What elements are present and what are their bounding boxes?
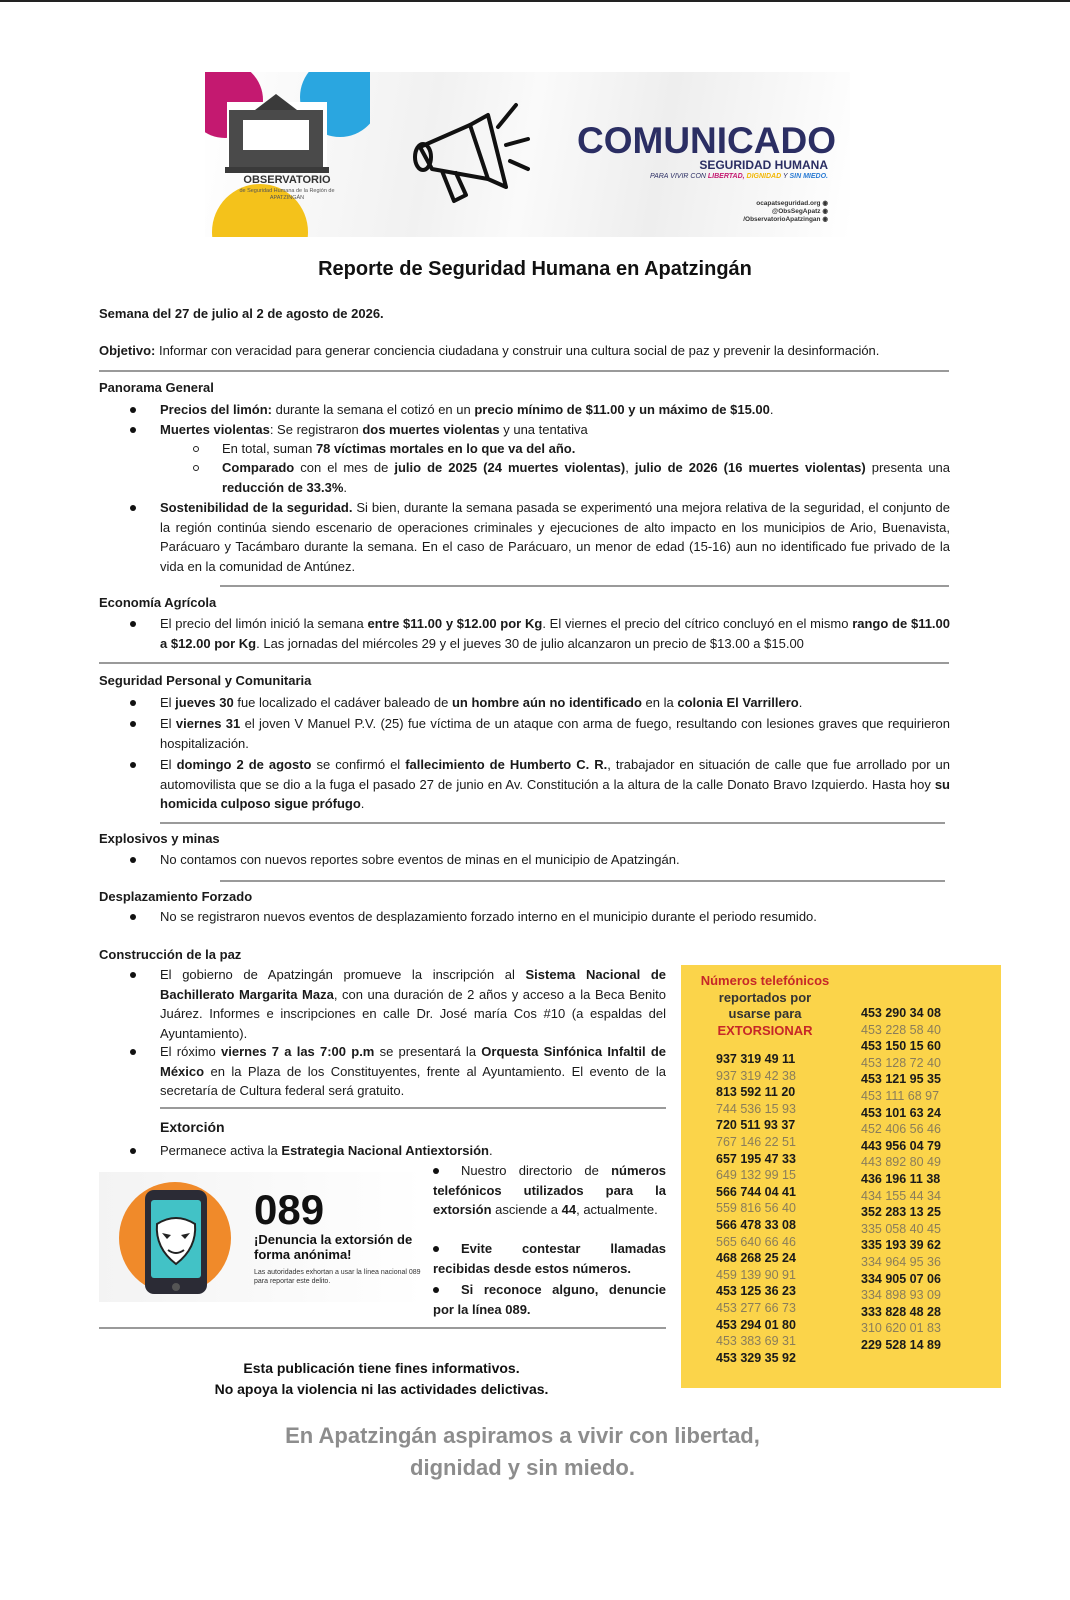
numbers-right-column bbox=[861, 1005, 941, 1353]
phone-number: 744 536 15 93 bbox=[716, 1101, 796, 1116]
phone-number: 436 196 11 38 bbox=[861, 1171, 941, 1186]
089-small-print: Las autoridades exhortan a usar la línea nacional 089 para reportar este delito. bbox=[254, 1269, 421, 1285]
incident-jueves: El jueves 30 fue localizado el cadáver baleado de un hombre aún no identificado en la colonia El Varrillero. bbox=[160, 695, 803, 710]
comunicado-title: COMUNICADO bbox=[577, 120, 836, 161]
divider bbox=[99, 662, 949, 664]
comparison: Comparado con el mes de julio de 2025 (24 muertes violentas), julio de 2026 (16 muertes violentas) presenta una reducción de 33.3%. bbox=[222, 460, 951, 495]
seguridad-humana-label: SEGURIDAD HUMANA bbox=[699, 158, 828, 172]
089-number: 089 bbox=[254, 1186, 325, 1233]
observatorio-logo bbox=[205, 72, 370, 237]
bullet bbox=[130, 407, 136, 413]
phone-number: 453 294 01 80 bbox=[716, 1317, 796, 1332]
twitter-text: @ObsSegApatz bbox=[771, 208, 821, 215]
section-panorama: Panorama General bbox=[99, 380, 214, 395]
violent-deaths: Muertes violentas: Se registraron dos muertes violentas y una tentativa bbox=[160, 422, 588, 437]
phone-number: 767 146 22 51 bbox=[716, 1134, 796, 1149]
total-victims: En total, suman 78 víctimas mortales en lo que va del año. bbox=[222, 441, 576, 456]
section-seguridad: Seguridad Personal y Comunitaria bbox=[99, 673, 312, 688]
week-range: Semana del 27 de julio al 2 de agosto de 2026. bbox=[99, 306, 384, 321]
bullet bbox=[130, 857, 136, 863]
bullet bbox=[130, 1148, 136, 1154]
explosivos-text: No contamos con nuevos reportes sobre eventos de minas en el municipio de Apatzingán. bbox=[160, 852, 680, 867]
phone-number: 310 620 01 83 bbox=[861, 1321, 941, 1336]
section-explosivos: Explosivos y minas bbox=[99, 831, 220, 846]
phone-number: 566 744 04 41 bbox=[716, 1184, 796, 1199]
phone-number: 335 058 40 45 bbox=[861, 1221, 941, 1236]
phone-number: 333 828 48 28 bbox=[861, 1304, 941, 1319]
phone-number: 937 319 42 38 bbox=[716, 1068, 796, 1083]
phone-number: 334 905 07 06 bbox=[861, 1271, 941, 1286]
sub-bullet bbox=[193, 465, 199, 471]
limon-market: El precio del limón inició la semana entre $11.00 y $12.00 por Kg. El viernes el precio del cítrico concluyó en el mismo rango de $11.00 a $12.00 por Kg. Las jornadas del miércoles 29 y el jueves 30 de julio alcanzaron un precio de $13.00 a $15.00 bbox=[160, 616, 951, 651]
orquesta-info: El róximo viernes 7 a las 7:00 p.m se presentará la Orquesta Sinfónica Infaltil de México en la Plaza de los Constituyentes, frente al Ayuntamiento. El evento de la secretaría de Cultura federal será gratuito. bbox=[160, 1044, 666, 1098]
section-extorsion: Extorción bbox=[160, 1119, 225, 1135]
phone-number: 468 268 25 24 bbox=[716, 1251, 796, 1266]
comunicado-banner bbox=[205, 72, 850, 237]
phone-number: 937 319 49 11 bbox=[716, 1052, 796, 1066]
089-headline: ¡Denuncia la extorsión de forma anónima! bbox=[254, 1232, 413, 1262]
phone-number: 565 640 66 46 bbox=[716, 1234, 796, 1249]
objective: Objetivo: Informar con veracidad para generar conciencia ciudadana y construir una cultura social de paz y prevenir la desinformación. bbox=[99, 343, 880, 358]
divider bbox=[160, 822, 945, 824]
divider bbox=[160, 1107, 666, 1109]
phone-number: 453 111 68 97 bbox=[861, 1088, 940, 1103]
phone-number: 452 406 56 46 bbox=[861, 1122, 941, 1137]
bullet bbox=[130, 972, 136, 978]
megaphone-icon bbox=[410, 97, 530, 207]
desplazamiento-text: No se registraron nuevos eventos de desplazamiento forzado interno en el municipio durante el periodo resumido. bbox=[160, 909, 817, 924]
phone-number: 566 478 33 08 bbox=[716, 1217, 796, 1232]
bullet bbox=[130, 700, 136, 706]
phone-number: 334 964 95 36 bbox=[861, 1254, 941, 1269]
disclaimer: Esta publicación tiene fines informativos. No apoya la violencia ni las actividades delictivas. bbox=[214, 1360, 549, 1397]
phone-number: 335 193 39 62 bbox=[861, 1238, 941, 1253]
section-desplazamiento: Desplazamiento Forzado bbox=[99, 889, 253, 904]
bullet bbox=[130, 505, 136, 511]
incident-viernes: El viernes 31 el joven V Manuel P.V. (25) fue víctima de un ataque con arma de fuego, resultando con lesiones graves que requirieron hospitalización. bbox=[160, 716, 951, 751]
phone-mask-icon bbox=[113, 1176, 238, 1301]
limon-prices: Precios del limón: durante la semana el cotizó en un precio mínimo de $11.00 y un máximo de $15.00. bbox=[160, 402, 774, 417]
directorio-count: Nuestro directorio de números telefónicos utilizados para la extorsión asciende a 44, actualmente. bbox=[433, 1163, 666, 1217]
divider bbox=[99, 1327, 666, 1329]
security-sustainability: Sostenibilidad de la seguridad. Si bien, durante la semana pasada se experimentó una mejora relativa de la seguridad, el conjunto de la región continúa siendo escenario de operaciones criminales y ejecuciones de alto impacto en los municipios de Ario, Buenavista, Parácuaro y Tacámbaro durante la semana. En el caso de Parácuaro, un menor de edad (15-16) aun no identificado fue privado de la vida en la comunidad de Antúnez. bbox=[160, 500, 950, 574]
bullet bbox=[130, 621, 136, 627]
section-economia: Economía Agrícola bbox=[99, 595, 217, 610]
phone-number: 453 290 34 08 bbox=[861, 1006, 941, 1020]
panel-heading: Números telefónicos reportados por usarse para EXTORSIONAR bbox=[700, 973, 830, 1038]
report-title: Reporte de Seguridad Humana en Apatzingán bbox=[318, 258, 752, 280]
phone-number: 453 128 72 40 bbox=[861, 1055, 941, 1070]
phone-number: 443 956 04 79 bbox=[861, 1138, 941, 1153]
denuncie-089: Si reconoce alguno, denuncie por la línea 089. bbox=[433, 1282, 666, 1317]
phone-number: 453 125 36 23 bbox=[716, 1284, 796, 1299]
phone-number: 813 592 11 20 bbox=[716, 1085, 796, 1100]
phone-number: 453 150 15 60 bbox=[861, 1039, 941, 1054]
top-border bbox=[0, 0, 1070, 2]
phone-number: 559 816 56 40 bbox=[716, 1201, 796, 1216]
divider bbox=[99, 370, 949, 372]
bullet bbox=[130, 427, 136, 433]
bullet bbox=[130, 721, 136, 727]
observatorio-subtitle: de Seguridad Humana de la Región de APATZINGÁN bbox=[239, 188, 335, 201]
tagline: PARA VIVIR CON LIBERTAD, DIGNIDAD Y SIN MIEDO. bbox=[649, 173, 828, 180]
website-text: ocapatseguridad.org bbox=[756, 200, 821, 207]
bullet bbox=[130, 1049, 136, 1055]
phone-number: 657 195 47 33 bbox=[716, 1151, 796, 1166]
phone-number: 459 139 90 91 bbox=[716, 1267, 796, 1282]
phone-number: 453 277 66 73 bbox=[716, 1300, 796, 1315]
phone-number: 453 101 63 24 bbox=[861, 1105, 941, 1120]
phone-number: 334 898 93 09 bbox=[861, 1288, 941, 1303]
denuncia-089-card bbox=[99, 1172, 424, 1302]
social-handles: ocapatseguridad.org ◉ @ObsSegApatz ◉ /ObservatorioApatzingan ◉ bbox=[743, 200, 828, 223]
phone-number: 453 329 35 92 bbox=[716, 1350, 796, 1365]
sub-bullet bbox=[193, 446, 199, 452]
extortion-numbers-panel bbox=[681, 965, 1001, 1388]
bachillerato-info: El gobierno de Apatzingán promueve la inscripción al Sistema Nacional de Bachillerato Margarita Maza, con una duración de 2 años y acceso a la Beca Benito Juárez. Informes e inscripciones en calle Dr. José maría Cos #10 (a espaldas del Ayuntamiento). bbox=[160, 967, 666, 1041]
motto: En Apatzingán aspiramos a vivir con libertad, dignidad y sin miedo. bbox=[285, 1423, 760, 1480]
incident-domingo: El domingo 2 de agosto se confirmó el fallecimiento de Humberto C. R., trabajador en situación de calle que fue arrollado por un automovilista que se dio a la fuga el pasado 27 de junio en Av. Constitución a la altura de la calle Donato Bravo Izquierdo. Hasta hoy su homicida culposo sigue prófugo. bbox=[160, 757, 950, 811]
bullet bbox=[130, 914, 136, 920]
phone-number: 352 283 13 25 bbox=[861, 1205, 941, 1220]
numbers-left-column bbox=[716, 1051, 796, 1366]
section-paz: Construcción de la paz bbox=[99, 947, 242, 962]
phone-number: 453 121 95 35 bbox=[861, 1072, 941, 1087]
phone-number: 229 528 14 89 bbox=[861, 1337, 941, 1352]
bullet bbox=[130, 762, 136, 768]
divider bbox=[220, 585, 949, 587]
estrategia-antiextorsion: Permanece activa la Estrategia Nacional Antiextorsión. bbox=[160, 1143, 493, 1158]
observatorio-label: OBSERVATORIO bbox=[243, 174, 331, 186]
evite-contestar: Evite contestar llamadas recibidas desde estos números. bbox=[433, 1241, 666, 1276]
facebook-text: /ObservatorioApatzingan bbox=[743, 216, 821, 223]
phone-number: 453 228 58 40 bbox=[861, 1022, 941, 1037]
phone-number: 649 132 99 15 bbox=[716, 1168, 796, 1183]
phone-number: 443 892 80 49 bbox=[861, 1155, 941, 1170]
phone-number: 453 383 69 31 bbox=[716, 1334, 796, 1349]
divider bbox=[220, 880, 945, 882]
phone-number: 720 511 93 37 bbox=[716, 1118, 796, 1133]
phone-number: 434 155 44 34 bbox=[861, 1188, 941, 1203]
